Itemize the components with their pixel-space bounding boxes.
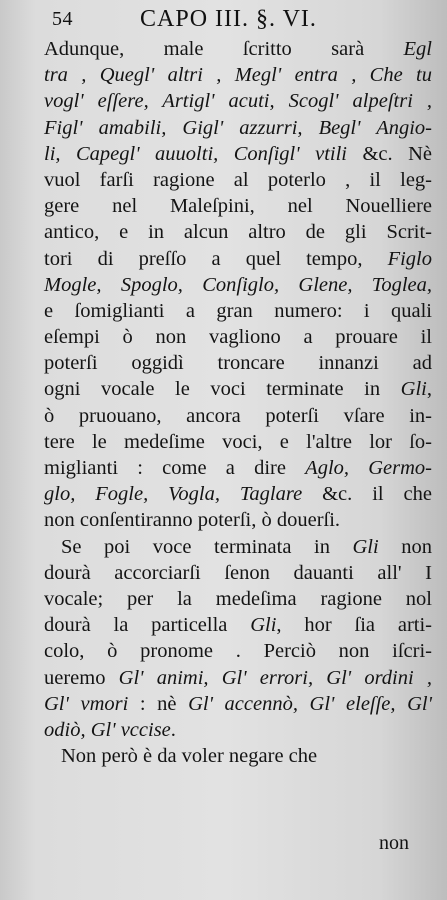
- italic-run: vogl' eſſere, Artigl' acuti, Scogl' alpeſtri ,: [44, 90, 432, 113]
- italic-run: Gl' accennò, Gl' eleſſe, Gl': [188, 692, 432, 715]
- italic-run: Gli: [352, 535, 379, 558]
- roman-run: poterſi oggidì troncare innanzi ad: [44, 352, 432, 375]
- italic-run: Egl: [403, 38, 432, 60]
- text-line: [44, 403, 432, 429]
- roman-run: gere nel Maleſpini, nel Nouelliere: [44, 195, 432, 218]
- roman-run: ueremo: [44, 666, 119, 689]
- italic-run: li, Capegl' auuolti, Conſigl' vtili: [44, 142, 363, 165]
- roman-run: ogni vocale le voci terminate in: [44, 378, 401, 401]
- text-line: [44, 115, 432, 141]
- text-line: [44, 141, 432, 167]
- roman-run: Non però è da voler negare che: [61, 745, 318, 768]
- text-line: [44, 219, 432, 245]
- roman-run: non conſentiranno poterſi, ò douerſi.: [44, 509, 341, 532]
- italic-run: Figl' amabili, Gigl' azzurri, Begl' Angio-: [44, 116, 432, 139]
- roman-run: dourà la particella: [44, 614, 251, 637]
- text-line: [44, 324, 432, 350]
- running-head: CAPO III. §. VI.: [140, 6, 317, 32]
- roman-run: vuol farſi ragione al poterlo , il leg-: [44, 168, 432, 191]
- roman-run: &c. Nè: [362, 142, 432, 165]
- roman-run: dourà accorciarſi ſenon dauanti all' I: [44, 561, 432, 584]
- catchword: non: [379, 832, 409, 854]
- text-line: [44, 455, 432, 481]
- text-line: [44, 350, 432, 376]
- roman-run: antico, e in alcun altro de gli Scrit-: [44, 221, 432, 244]
- roman-run: .: [170, 718, 176, 741]
- paragraph: [44, 36, 432, 534]
- text-line: [44, 62, 432, 88]
- roman-run: Adunque, male ſcritto sarà: [44, 38, 404, 60]
- roman-run: &c. il che: [322, 483, 432, 506]
- text-line: [44, 36, 432, 62]
- text-line: [44, 481, 432, 507]
- text-line: [44, 534, 432, 560]
- text-line: [44, 743, 432, 769]
- paragraph: [44, 743, 432, 769]
- text-line: [44, 717, 432, 743]
- text-line: [44, 507, 432, 533]
- roman-run: tere le medeſime voci, e l'altre lor ſo-: [44, 430, 432, 453]
- italic-run: Figlo: [387, 247, 432, 270]
- text-line: [44, 376, 432, 402]
- text-line: [44, 272, 432, 298]
- roman-run: ,: [426, 378, 432, 401]
- page-number: 54: [52, 8, 73, 30]
- roman-run: , hor ſia arti-: [276, 614, 432, 637]
- italic-run: Gli: [400, 378, 427, 401]
- roman-run: eſempi ò non vagliono a prouare il: [44, 326, 432, 349]
- roman-run: Se poi voce terminata in: [61, 535, 353, 558]
- italic-run: odiò, Gl' vccise: [44, 718, 171, 741]
- show-through-bleed: [40, 776, 410, 794]
- italic-run: Gl' vmori: [44, 692, 129, 715]
- body-text: [44, 36, 432, 769]
- roman-run: ò pruouano, ancora poterſi vſare in-: [44, 404, 432, 427]
- text-line: [44, 298, 432, 324]
- italic-run: Aglo, Germo-: [305, 457, 432, 479]
- text-line: [44, 560, 432, 586]
- roman-run: : nè: [128, 692, 189, 715]
- roman-run: miglianti : come a dire: [44, 457, 306, 479]
- text-line: [44, 429, 432, 455]
- text-line: [44, 167, 432, 193]
- text-line: [44, 193, 432, 219]
- roman-run: colo, ò pronome . Perciò non iſcri-: [44, 640, 432, 663]
- italic-run: Mogle, Spoglo, Conſiglo, Glene, Toglea,: [44, 273, 432, 296]
- roman-run: non: [378, 535, 433, 558]
- text-line: [44, 638, 432, 664]
- text-line: [44, 612, 432, 638]
- italic-run: glo, Fogle, Vogla, Taglare: [44, 483, 323, 506]
- paragraph: [44, 534, 432, 744]
- italic-run: tra , Quegl' altri , Megl' entra , Che tu: [44, 64, 432, 87]
- roman-run: e ſomiglianti a gran numero: i quali: [44, 299, 432, 322]
- page-header: [52, 6, 427, 36]
- text-line: [44, 586, 432, 612]
- text-line: [44, 665, 432, 691]
- text-line: [44, 691, 432, 717]
- text-line: [44, 88, 432, 114]
- italic-run: Gli: [250, 614, 277, 637]
- text-line: [44, 246, 432, 272]
- italic-run: Gl' animi, Gl' errori, Gl' ordini ,: [118, 666, 432, 689]
- roman-run: tori di preſſo a quel tempo,: [44, 247, 388, 270]
- roman-run: vocale; per la medeſima ragione nol: [44, 587, 432, 610]
